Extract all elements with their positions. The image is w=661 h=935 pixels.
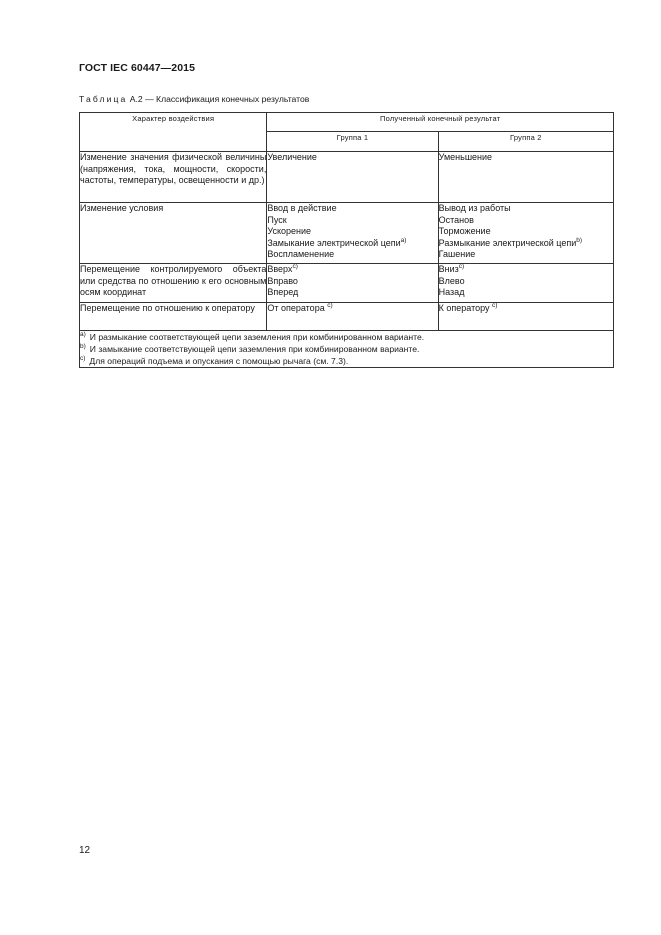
group2-cell — [438, 152, 613, 203]
action-cell: Изменение условия — [80, 203, 267, 264]
group1-cell — [267, 264, 438, 303]
result-item: Вывод из работы — [438, 203, 511, 213]
result-item: Назад — [438, 287, 465, 297]
result-item: Замыкание электрической цепи$^{а)}$ — [267, 236, 407, 248]
group1-cell — [267, 152, 438, 203]
result-item: Влево — [438, 275, 465, 286]
result-item: К оператору $^{с)}$ — [438, 302, 498, 313]
footnote-ref: с) — [492, 302, 498, 309]
table-caption-label: Таблица — [79, 94, 128, 104]
header-action-character: Характер воздействия — [80, 113, 267, 152]
result-item: Останов — [438, 214, 474, 225]
classification-table — [79, 112, 614, 368]
group2-cell — [438, 303, 613, 331]
footnote: $^{с)}$ Для операций подъема и опускания с помощью рычага (см. 7.3). — [80, 355, 349, 366]
action-cell: Изменение значения физической величины (напряжения, тока, мощности, скорости, частоты, температуры, освещенности и др.) — [80, 152, 267, 203]
footnote-marker: с) — [80, 355, 86, 362]
result-item: Ввод в действие — [267, 203, 337, 213]
group2-cell — [438, 264, 613, 303]
result-item: Увеличение — [267, 152, 317, 162]
table-caption-text: А.2 — Классификация конечных результатов — [127, 94, 310, 104]
result-item: Вправо — [267, 275, 298, 286]
footnote-marker: b) — [80, 343, 86, 350]
result-item: Вперед — [267, 287, 299, 297]
table-row — [80, 152, 614, 203]
footnote-ref: с) — [327, 302, 333, 309]
result-item: Уменьшение — [438, 152, 493, 162]
header-group1: Группа 1 — [267, 132, 438, 152]
action-cell: Перемещение по отношению к оператору — [80, 303, 267, 331]
result-item: Вверх$^{с)}$ — [267, 263, 298, 274]
footnote-ref: а) — [400, 236, 407, 244]
footnote-ref: с) — [292, 263, 298, 270]
footnote: $^{b)}$ И замыкание соответствующей цепи заземления при комбинированном варианте. — [80, 343, 420, 354]
result-item: Размыкание электрической цепи$^{b)}$ — [438, 236, 583, 248]
action-cell: Перемещение контролируемого объекта или средства по отношению к его основным осям координат — [80, 264, 267, 303]
table-row — [80, 303, 614, 331]
result-item: Ускорение — [267, 226, 312, 236]
result-item: Воспламенение — [267, 249, 335, 259]
header-result: Полученный конечный результат — [267, 113, 614, 132]
table-caption — [79, 94, 309, 104]
table-row — [80, 203, 614, 264]
page-number: 12 — [79, 845, 91, 856]
footnote-ref: с) — [458, 263, 465, 270]
footnote: $^{а)}$ И размыкание соответствующей цепи заземления при комбинированном варианте. — [80, 331, 425, 342]
group1-cell — [267, 303, 438, 331]
result-item: Торможение — [438, 226, 491, 236]
result-item: Вниз$^{с)}$ — [438, 263, 465, 274]
standard-title: ГОСТ IEC 60447—2015 — [79, 62, 196, 74]
footnote-ref: b) — [576, 236, 583, 244]
result-item: От оператора $^{с)}$ — [267, 302, 333, 313]
notes-row — [80, 331, 614, 368]
result-item: Пуск — [267, 214, 287, 225]
group2-cell — [438, 203, 613, 264]
table-row — [80, 264, 614, 303]
header-group2: Группа 2 — [438, 132, 613, 152]
group1-cell — [267, 203, 438, 264]
table-notes — [80, 331, 614, 368]
footnote-marker: а) — [80, 331, 86, 338]
result-item: Гашение — [438, 249, 476, 259]
